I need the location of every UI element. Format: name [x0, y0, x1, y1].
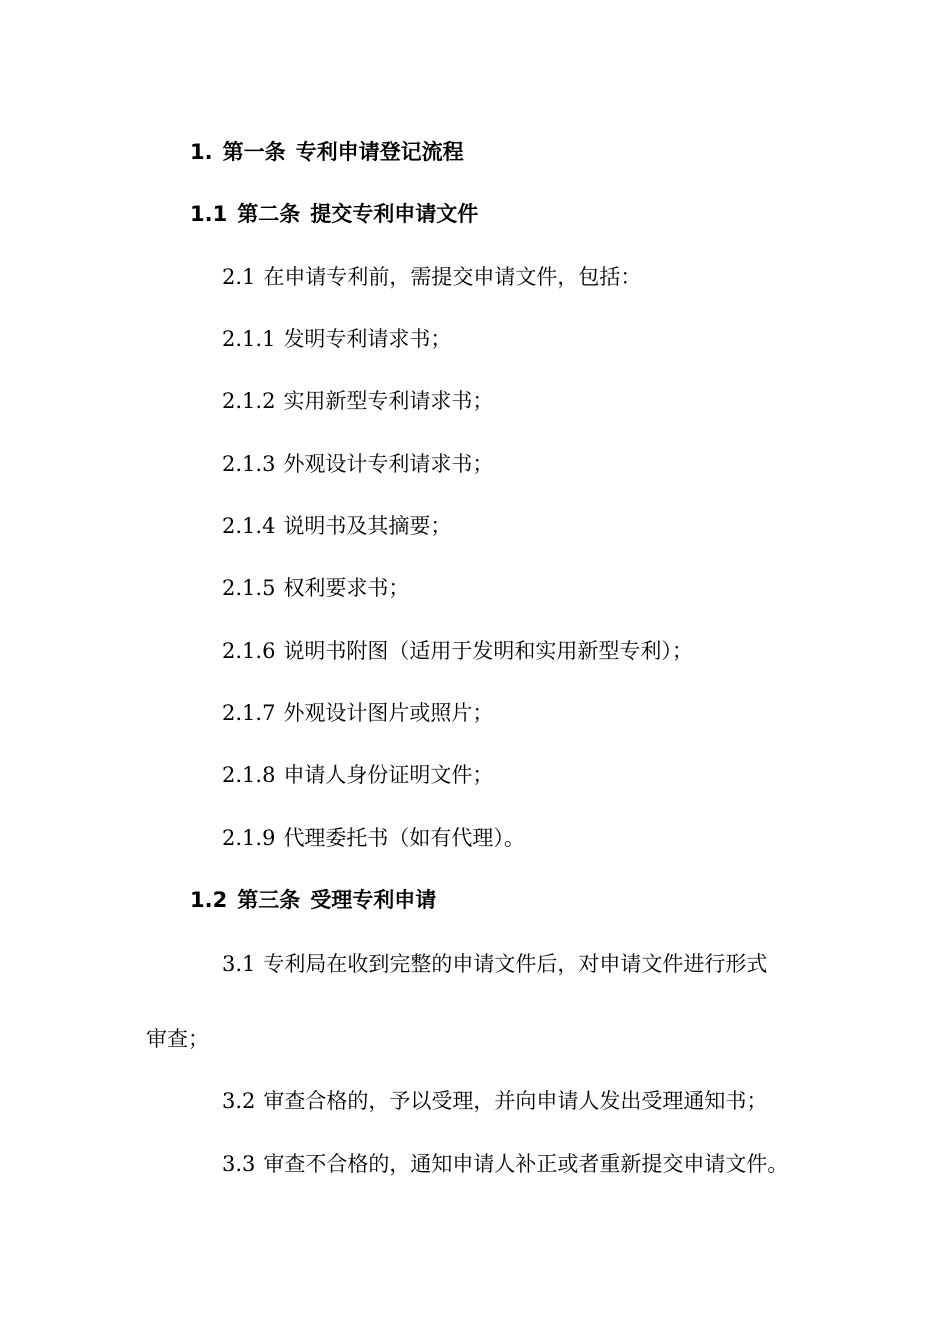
heading-1-1 — [190, 199, 478, 229]
paragraph-3-3 — [222, 1149, 788, 1179]
heading-1 — [190, 137, 464, 167]
item-number: 2.1.3 — [222, 452, 276, 476]
heading-title: 专利申请登记流程 — [295, 140, 464, 164]
paragraph-text: 专利局在收到完整的申请文件后，对申请文件进行形式 — [263, 952, 768, 976]
item-text: 说明书及其摘要； — [283, 514, 452, 538]
list-item — [222, 698, 493, 728]
list-item — [222, 573, 409, 603]
list-item — [222, 386, 493, 416]
paragraph-number: 3.2 — [222, 1089, 256, 1113]
item-text: 说明书附图（适用于发明和实用新型专利）； — [283, 639, 693, 663]
item-text: 代理委托书（如有代理）。 — [283, 826, 525, 850]
heading-title: 受理专利申请 — [310, 888, 437, 912]
list-item — [222, 760, 493, 790]
paragraph-number: 3.1 — [222, 952, 256, 976]
item-number: 2.1.1 — [222, 327, 276, 351]
list-item — [222, 449, 493, 479]
heading-article: 第一条 — [222, 140, 286, 164]
item-text: 外观设计专利请求书； — [283, 452, 494, 476]
heading-1-2 — [190, 885, 436, 915]
item-text: 实用新型专利请求书； — [283, 389, 494, 413]
paragraph-3-1-continuation: 审查； — [146, 1027, 209, 1051]
paragraph-text: 审查不合格的，通知申请人补正或者重新提交申请文件。 — [263, 1152, 789, 1176]
heading-article: 第二条 — [237, 202, 301, 226]
heading-article: 第三条 — [237, 888, 301, 912]
list-item — [222, 511, 451, 541]
item-text: 外观设计图片或照片； — [283, 701, 494, 725]
item-number: 2.1.7 — [222, 701, 276, 725]
paragraph-number: 2.1 — [222, 265, 256, 289]
paragraph-text: 在申请专利前，需提交申请文件，包括： — [263, 265, 642, 289]
item-number: 2.1.6 — [222, 639, 276, 663]
paragraph-3-2 — [222, 1086, 767, 1116]
paragraph-3-1 — [222, 949, 767, 979]
list-item — [222, 324, 451, 354]
item-number: 2.1.8 — [222, 763, 276, 787]
item-number: 2.1.2 — [222, 389, 276, 413]
list-item — [222, 636, 693, 666]
item-number: 2.1.5 — [222, 576, 276, 600]
item-number: 2.1.4 — [222, 514, 276, 538]
heading-number: 1.2 — [190, 888, 228, 912]
list-item — [222, 823, 525, 853]
heading-title: 提交专利申请文件 — [310, 202, 479, 226]
item-text: 发明专利请求书； — [283, 327, 452, 351]
heading-number: 1. — [190, 140, 213, 164]
item-text: 权利要求书； — [283, 576, 410, 600]
paragraph-number: 3.3 — [222, 1152, 256, 1176]
heading-number: 1.1 — [190, 202, 228, 226]
paragraph-2-1 — [222, 262, 641, 292]
item-number: 2.1.9 — [222, 826, 276, 850]
paragraph-text: 审查合格的，予以受理，并向申请人发出受理通知书； — [263, 1089, 768, 1113]
item-text: 申请人身份证明文件； — [283, 763, 494, 787]
